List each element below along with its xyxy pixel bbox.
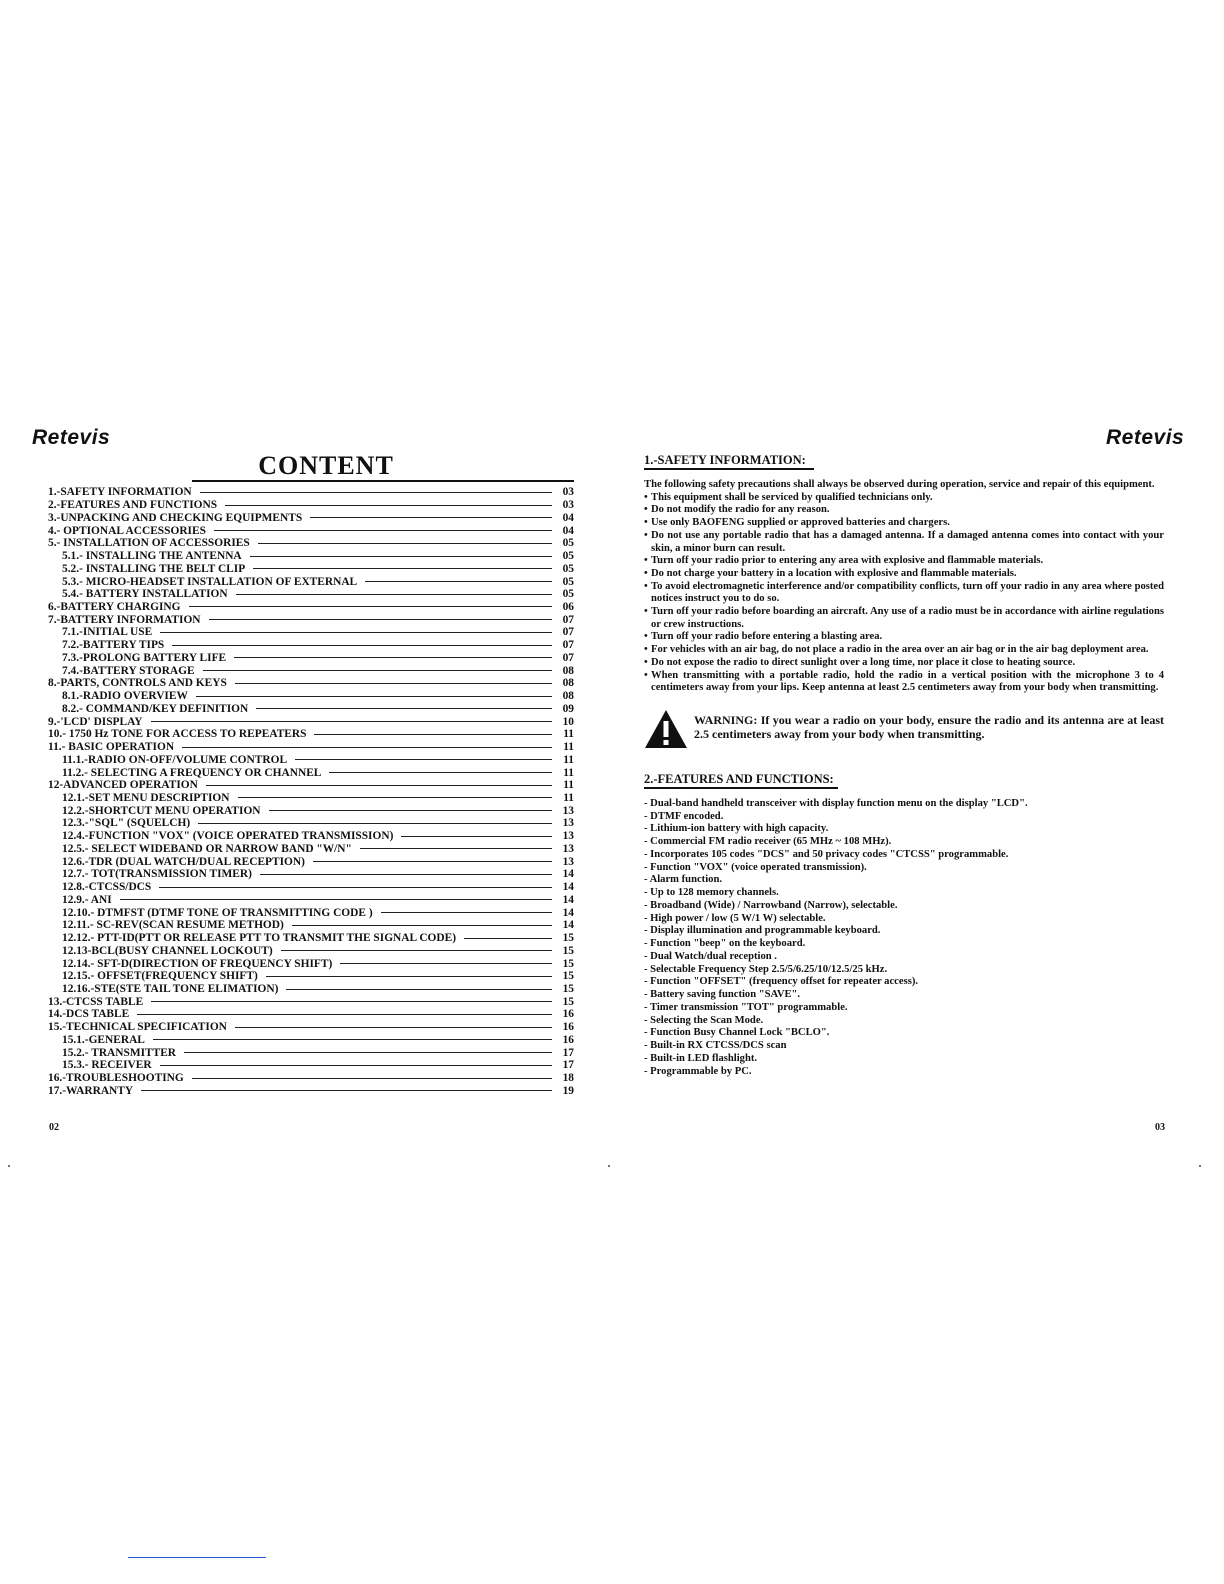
toc-entry bbox=[48, 868, 574, 881]
feature-item: - Incorporates 105 codes "DCS" and 50 privacy codes "CTCSS" programmable. bbox=[644, 848, 1009, 860]
left-page bbox=[48, 452, 574, 1097]
toc-leader-line bbox=[314, 734, 552, 735]
toc-entry-title: 7.2.-BATTERY TIPS bbox=[62, 639, 165, 652]
toc-entry bbox=[48, 817, 574, 830]
toc-entry bbox=[48, 1034, 574, 1047]
toc-leader-line bbox=[253, 568, 552, 569]
toc-entry-title: 7.-BATTERY INFORMATION bbox=[48, 613, 201, 626]
toc-entry bbox=[48, 562, 574, 575]
safety-bullet-text: This equipment shall be serviced by qualified technicians only. bbox=[651, 491, 933, 503]
toc-leader-line bbox=[160, 1065, 552, 1066]
toc-entry-title: 5.- INSTALLATION OF ACCESSORIES bbox=[48, 537, 250, 550]
toc-entry bbox=[48, 1008, 574, 1021]
toc-entry-page: 11 bbox=[563, 766, 574, 779]
toc-entry-page: 14 bbox=[562, 919, 574, 932]
toc-entry-title: 11.2.- SELECTING A FREQUENCY OR CHANNEL bbox=[62, 766, 322, 779]
toc-entry-page: 09 bbox=[562, 702, 574, 715]
feature-item: - Dual Watch/dual reception . bbox=[644, 950, 777, 962]
toc-leader-line bbox=[381, 912, 552, 913]
content-title: CONTENT bbox=[258, 451, 394, 480]
toc-entry-title: 5.4.- BATTERY INSTALLATION bbox=[62, 588, 228, 601]
toc-entry-title: 12.15.- OFFSET(FREQUENCY SHIFT) bbox=[62, 970, 258, 983]
bullet-dot-icon: • bbox=[644, 656, 648, 668]
safety-bullet-text: Do not use any portable radio that has a damaged antenna. If a damaged antenna comes into contact with your skin, a minor burn can result. bbox=[651, 529, 1164, 554]
toc-entry-title: 12.16.-STE(STE TAIL TONE ELIMATION) bbox=[62, 983, 279, 995]
safety-bullet bbox=[644, 581, 1164, 606]
toc-entry-page: 03 bbox=[562, 499, 574, 512]
toc-entry-title: 10.- 1750 Hz TONE FOR ACCESS TO REPEATERS bbox=[48, 728, 307, 741]
toc-entry-page: 04 bbox=[562, 511, 574, 524]
toc-leader-line bbox=[340, 963, 552, 964]
toc-entry bbox=[48, 932, 574, 945]
toc-entry-page: 16 bbox=[562, 1033, 574, 1046]
toc-entry-title: 12.13-BCL(BUSY CHANNEL LOCKOUT) bbox=[62, 944, 273, 957]
toc-entry-title: 5.3.- MICRO-HEADSET INSTALLATION OF EXTERNAL bbox=[62, 575, 358, 588]
toc-leader-line bbox=[137, 1014, 552, 1015]
bullet-dot-icon: • bbox=[644, 491, 648, 503]
toc-entry-title: 12.14.- SFT-D(DIRECTION OF FREQUENCY SHIFT) bbox=[62, 957, 333, 970]
feature-item: - Selecting the Scan Mode. bbox=[644, 1014, 764, 1026]
toc-entry-page: 14 bbox=[562, 868, 574, 881]
toc-entry-page: 14 bbox=[562, 881, 574, 894]
toc-entry bbox=[48, 601, 574, 614]
toc-leader-line bbox=[172, 645, 552, 646]
toc-leader-line bbox=[200, 492, 552, 493]
toc-entry-page: 13 bbox=[562, 855, 574, 868]
toc-entry bbox=[48, 894, 574, 907]
safety-bullet-text: Turn off your radio prior to entering any area with explosive and flammable materials. bbox=[651, 555, 1044, 567]
toc-leader-line bbox=[151, 721, 552, 722]
feature-item: - Function "OFFSET" (frequency offset for repeater access). bbox=[644, 976, 919, 988]
toc-entry bbox=[48, 919, 574, 932]
brand-logo-left: Retevis bbox=[32, 426, 111, 449]
toc-leader-line bbox=[295, 759, 552, 760]
toc-entry-page: 13 bbox=[562, 830, 574, 843]
toc-entry bbox=[48, 588, 574, 601]
brand-logo-right: Retevis bbox=[1106, 426, 1185, 449]
toc-entry bbox=[48, 690, 574, 703]
toc-entry bbox=[48, 715, 574, 728]
feature-item: - Timer transmission "TOT" programmable. bbox=[644, 1001, 848, 1013]
toc-leader-line bbox=[256, 708, 552, 709]
feature-item: - Dual-band handheld transceiver with display function menu on the display "LCD". bbox=[644, 797, 1028, 809]
toc-leader-line bbox=[203, 670, 552, 671]
toc-entry-page: 08 bbox=[562, 664, 574, 677]
toc-leader-line bbox=[235, 683, 552, 684]
toc-entry bbox=[48, 804, 574, 817]
page-number-right: 03 bbox=[1155, 1122, 1165, 1133]
toc-leader-line bbox=[225, 505, 552, 506]
toc-leader-line bbox=[214, 530, 552, 531]
crop-mark bbox=[608, 1165, 610, 1167]
toc-entry bbox=[48, 626, 574, 639]
toc-entry bbox=[48, 511, 574, 524]
toc-leader-line bbox=[281, 950, 552, 951]
toc-entry-page: 16 bbox=[562, 1008, 574, 1021]
safety-bullet-text: Do not charge your battery in a location with explosive and flammable materials. bbox=[651, 567, 1017, 579]
toc-entry-page: 07 bbox=[562, 613, 574, 626]
toc-entry bbox=[48, 957, 574, 970]
toc-entry-page: 13 bbox=[562, 817, 574, 830]
toc-entry-page: 04 bbox=[562, 524, 574, 537]
toc-entry-title: 12.7.- TOT(TRANSMISSION TIMER) bbox=[62, 868, 252, 881]
toc-entry bbox=[48, 830, 574, 843]
toc-leader-line bbox=[151, 1001, 552, 1002]
feature-item: - Function "VOX" (voice operated transmission). bbox=[644, 861, 867, 873]
toc-entry-page: 15 bbox=[562, 944, 574, 957]
toc-entry-title: 7.4.-BATTERY STORAGE bbox=[62, 664, 195, 677]
safety-intro: The following safety precautions shall always be observed during operation, service and repair of this equipment. bbox=[644, 479, 1155, 490]
feature-item: - Battery saving function "SAVE". bbox=[644, 989, 801, 1001]
toc-entry-title: 12.6.-TDR (DUAL WATCH/DUAL RECEPTION) bbox=[62, 855, 305, 868]
toc-entry bbox=[48, 881, 574, 894]
safety-bullet bbox=[644, 492, 1164, 505]
safety-bullet bbox=[644, 555, 1164, 568]
toc-entry-page: 06 bbox=[562, 600, 574, 613]
toc-entry-title: 8.2.- COMMAND/KEY DEFINITION bbox=[62, 702, 249, 715]
feature-item: - Function "beep" on the keyboard. bbox=[644, 938, 806, 950]
toc-entry-page: 07 bbox=[562, 639, 574, 652]
safety-bullet bbox=[644, 530, 1164, 555]
toc-entry bbox=[48, 702, 574, 715]
toc-entry bbox=[48, 652, 574, 665]
toc-entry bbox=[48, 1085, 574, 1098]
toc-entry-page: 15 bbox=[562, 932, 574, 945]
footer-line bbox=[128, 1557, 266, 1558]
toc-entry bbox=[48, 728, 574, 741]
toc-entry bbox=[48, 906, 574, 919]
toc-entry bbox=[48, 1046, 574, 1059]
toc-entry bbox=[48, 1072, 574, 1085]
bullet-dot-icon: • bbox=[644, 529, 648, 541]
bullet-dot-icon: • bbox=[644, 504, 648, 516]
toc-leader-line bbox=[258, 543, 552, 544]
toc-entry-page: 10 bbox=[562, 715, 574, 728]
toc-leader-line bbox=[313, 861, 552, 862]
toc-leader-line bbox=[160, 632, 552, 633]
crop-mark bbox=[1199, 1165, 1201, 1167]
toc-entry-page: 08 bbox=[562, 677, 574, 690]
toc-leader-line bbox=[292, 925, 552, 926]
toc-leader-line bbox=[120, 899, 552, 900]
toc-entry-title: 12.8.-CTCSS/DCS bbox=[62, 881, 152, 894]
toc-entry-page: 14 bbox=[562, 893, 574, 906]
safety-heading-underline bbox=[644, 468, 814, 470]
safety-bullet-text: Turn off your radio before boarding an aircraft. Any use of a radio must be in accordance with airline regulations or crew instructions. bbox=[651, 606, 1164, 630]
toc-leader-line bbox=[266, 976, 552, 977]
toc-entry-title: 12.11.- SC-REV(SCAN RESUME METHOD) bbox=[62, 919, 284, 932]
features-heading: 2.-FEATURES AND FUNCTIONS: bbox=[644, 771, 834, 786]
safety-bullet-text: To avoid electromagnetic interference and/or compatibility conflicts, turn off your radio in any area where posted notices instruct you to do so. bbox=[651, 580, 1164, 605]
toc-entry-title: 5.2.- INSTALLING THE BELT CLIP bbox=[62, 562, 246, 575]
safety-bullet-text: Use only BAOFENG supplied or approved batteries and chargers. bbox=[651, 517, 950, 529]
safety-bullet bbox=[644, 631, 1164, 644]
toc-leader-line bbox=[206, 785, 552, 786]
feature-item: - Selectable Frequency Step 2.5/5/6.25/10/12.5/25 kHz. bbox=[644, 963, 888, 975]
feature-item: - Function Busy Channel Lock "BCLO". bbox=[644, 1027, 830, 1039]
toc-leader-line bbox=[365, 581, 552, 582]
toc-leader-line bbox=[269, 810, 552, 811]
toc-entry-title: 1.-SAFETY INFORMATION bbox=[48, 486, 192, 499]
toc-entry bbox=[48, 537, 574, 550]
toc-leader-line bbox=[234, 657, 552, 658]
toc-entry bbox=[48, 524, 574, 537]
toc-entry-title: 12.1.-SET MENU DESCRIPTION bbox=[62, 791, 230, 804]
toc-entry-page: 17 bbox=[562, 1046, 574, 1059]
toc-entry-page: 11 bbox=[563, 779, 574, 792]
toc-entry-title: 5.1.- INSTALLING THE ANTENNA bbox=[62, 550, 242, 563]
toc-leader-line bbox=[196, 696, 552, 697]
bullet-dot-icon: • bbox=[644, 606, 648, 618]
toc-entry-page: 11 bbox=[563, 791, 574, 804]
feature-item: - Built-in RX CTCSS/DCS scan bbox=[644, 1040, 787, 1052]
toc-entry bbox=[48, 970, 574, 983]
toc-entry bbox=[48, 944, 574, 957]
crop-mark bbox=[8, 1165, 10, 1167]
toc-entry bbox=[48, 575, 574, 588]
toc-entry-page: 05 bbox=[562, 588, 574, 601]
toc-leader-line bbox=[250, 556, 552, 557]
safety-bullet-list bbox=[644, 492, 1164, 695]
toc-leader-line bbox=[189, 606, 553, 607]
toc-entry bbox=[48, 677, 574, 690]
toc-entry-title: 3.-UNPACKING AND CHECKING EQUIPMENTS bbox=[48, 511, 303, 524]
toc-entry-title: 6.-BATTERY CHARGING bbox=[48, 600, 181, 613]
safety-bullet bbox=[644, 670, 1164, 695]
warning-text: WARNING: If you wear a radio on your body, ensure the radio and its antenna are at least 2.5 centimeters away from your body when transmitting. bbox=[694, 712, 1164, 741]
toc-entry-page: 15 bbox=[562, 970, 574, 983]
toc-leader-line bbox=[238, 797, 552, 798]
toc-entry-page: 15 bbox=[562, 995, 574, 1008]
toc-entry-page: 05 bbox=[562, 562, 574, 575]
safety-bullet bbox=[644, 504, 1164, 517]
toc-entry-page: 13 bbox=[562, 804, 574, 817]
toc-leader-line bbox=[329, 772, 552, 773]
toc-entry bbox=[48, 855, 574, 868]
toc-entry-title: 11.1.-RADIO ON-OFF/VOLUME CONTROL bbox=[62, 753, 288, 766]
toc-entry-title: 9.-'LCD' DISPLAY bbox=[48, 715, 143, 728]
toc-entry-page: 16 bbox=[562, 1021, 574, 1034]
toc-leader-line bbox=[153, 1039, 552, 1040]
toc-entry-page: 05 bbox=[562, 537, 574, 550]
toc-entry-title: 7.1.-INITIAL USE bbox=[62, 626, 153, 639]
feature-item: - Display illumination and programmable keyboard. bbox=[644, 925, 881, 937]
bullet-dot-icon: • bbox=[644, 567, 648, 579]
toc-leader-line bbox=[182, 747, 552, 748]
toc-entry-title: 15.-TECHNICAL SPECIFICATION bbox=[48, 1021, 227, 1034]
safety-bullet bbox=[644, 657, 1164, 670]
toc-entry-page: 18 bbox=[562, 1072, 574, 1085]
toc-entry-page: 19 bbox=[562, 1084, 574, 1097]
feature-item: - DTMF encoded. bbox=[644, 810, 724, 822]
toc-entry bbox=[48, 486, 574, 499]
page-number-left: 02 bbox=[49, 1122, 59, 1133]
warning-box bbox=[644, 709, 1164, 749]
bullet-dot-icon: • bbox=[644, 555, 648, 567]
toc-entry-page: 05 bbox=[562, 575, 574, 588]
feature-item: - Built-in LED flashlight. bbox=[644, 1052, 758, 1064]
bullet-dot-icon: • bbox=[644, 669, 648, 681]
safety-heading: 1.-SAFETY INFORMATION: bbox=[644, 453, 806, 467]
toc-leader-line bbox=[192, 1078, 552, 1079]
toc-entry-title: 14.-DCS TABLE bbox=[48, 1008, 130, 1021]
toc-entry bbox=[48, 995, 574, 1008]
toc-leader-line bbox=[310, 517, 552, 518]
toc-entry-title: 12.5.- SELECT WIDEBAND OR NARROW BAND "W/N" bbox=[62, 842, 352, 855]
toc-entry-title: 12-ADVANCED OPERATION bbox=[48, 779, 198, 792]
safety-bullet-text: For vehicles with an air bag, do not place a radio in the area over an air bag or in the air bag deployment area. bbox=[651, 644, 1149, 656]
toc-entry-page: 17 bbox=[562, 1059, 574, 1072]
toc-entry bbox=[48, 639, 574, 652]
toc-entry-title: 12.10.- DTMFST (DTMF TONE OF TRANSMITTING CODE ) bbox=[62, 906, 373, 919]
toc-leader-line bbox=[184, 1052, 552, 1053]
toc-entry-title: 13.-CTCSS TABLE bbox=[48, 995, 144, 1008]
toc-entry bbox=[48, 550, 574, 563]
toc-entry-page: 15 bbox=[562, 957, 574, 970]
bullet-dot-icon: • bbox=[644, 517, 648, 529]
toc-entry bbox=[48, 766, 574, 779]
toc-entry bbox=[48, 843, 574, 856]
toc-leader-line bbox=[159, 887, 552, 888]
feature-item: - Alarm function. bbox=[644, 874, 722, 886]
toc-entry-title: 17.-WARRANTY bbox=[48, 1084, 134, 1097]
toc-entry bbox=[48, 983, 574, 996]
toc-entry-title: 12.4.-FUNCTION "VOX" (VOICE OPERATED TRANSMISSION) bbox=[62, 830, 394, 843]
toc-leader-line bbox=[260, 874, 552, 875]
toc-leader-line bbox=[286, 989, 552, 990]
safety-bullet-text: When transmitting with a portable radio, hold the radio in a vertical position with the microphone 3 to 4 centimeters away from your lips. Keep antenna at least 2.5 centimeters away from your body when transmitting. bbox=[651, 669, 1164, 694]
toc-entry bbox=[48, 753, 574, 766]
toc-leader-line bbox=[235, 1027, 552, 1028]
feature-item: - Commercial FM radio receiver (65 MHz ~ 108 MHz). bbox=[644, 836, 892, 848]
toc-leader-line bbox=[401, 836, 552, 837]
toc-entry bbox=[48, 499, 574, 512]
warning-triangle-icon bbox=[644, 709, 688, 749]
toc-entry-title: 2.-FEATURES AND FUNCTIONS bbox=[48, 499, 218, 512]
toc-entry-page: 07 bbox=[562, 626, 574, 639]
toc-entry-title: 12.12.- PTT-ID(PTT OR RELEASE PTT TO TRANSMIT THE SIGNAL CODE) bbox=[62, 932, 457, 945]
feature-item: - High power / low (5 W/1 W) selectable. bbox=[644, 912, 826, 924]
toc-entry-page: 07 bbox=[562, 651, 574, 664]
feature-item: - Lithium-ion battery with high capacity. bbox=[644, 823, 829, 835]
right-page bbox=[644, 452, 1164, 1078]
safety-bullet-text: Do not modify the radio for any reason. bbox=[651, 504, 830, 516]
toc-entry-title: 15.2.- TRANSMITTER bbox=[62, 1046, 177, 1059]
toc-entry-title: 8.-PARTS, CONTROLS AND KEYS bbox=[48, 677, 227, 690]
toc-entry bbox=[48, 792, 574, 805]
table-of-contents bbox=[48, 486, 574, 1097]
toc-leader-line bbox=[198, 823, 552, 824]
toc-entry-title: 8.1.-RADIO OVERVIEW bbox=[62, 690, 188, 703]
feature-item: - Broadband (Wide) / Narrowband (Narrow), selectable. bbox=[644, 899, 898, 911]
toc-entry bbox=[48, 613, 574, 626]
toc-entry-title: 15.1.-GENERAL bbox=[62, 1033, 145, 1046]
toc-leader-line bbox=[464, 938, 552, 939]
toc-entry-title: 12.9.- ANI bbox=[62, 893, 112, 906]
toc-entry bbox=[48, 664, 574, 677]
feature-item: - Up to 128 memory channels. bbox=[644, 887, 779, 899]
toc-entry-page: 11 bbox=[563, 753, 574, 766]
toc-entry-page: 14 bbox=[562, 906, 574, 919]
toc-entry-title: 12.3.-"SQL" (SQUELCH) bbox=[62, 817, 191, 830]
features-heading-underline bbox=[644, 787, 838, 789]
toc-entry-page: 15 bbox=[562, 983, 574, 995]
toc-entry-page: 11 bbox=[563, 728, 574, 741]
safety-bullet bbox=[644, 517, 1164, 530]
toc-entry bbox=[48, 1059, 574, 1072]
toc-entry-page: 13 bbox=[562, 842, 574, 855]
toc-entry bbox=[48, 1021, 574, 1034]
feature-item: - Programmable by PC. bbox=[644, 1065, 752, 1077]
toc-entry-page: 03 bbox=[562, 486, 574, 499]
safety-bullet bbox=[644, 568, 1164, 581]
safety-bullet-text: Turn off your radio before entering a blasting area. bbox=[651, 631, 883, 643]
toc-entry-title: 16.-TROUBLESHOOTING bbox=[48, 1072, 184, 1085]
bullet-dot-icon: • bbox=[644, 631, 648, 643]
safety-bullet bbox=[644, 644, 1164, 657]
toc-entry-page: 05 bbox=[562, 550, 574, 563]
toc-entry bbox=[48, 779, 574, 792]
toc-entry-page: 08 bbox=[562, 690, 574, 703]
toc-entry-title: 4.- OPTIONAL ACCESSORIES bbox=[48, 524, 206, 537]
features-list bbox=[644, 798, 1164, 1079]
toc-leader-line bbox=[236, 594, 552, 595]
toc-entry bbox=[48, 741, 574, 754]
toc-leader-line bbox=[141, 1090, 552, 1091]
toc-entry-title: 7.3.-PROLONG BATTERY LIFE bbox=[62, 651, 227, 664]
toc-entry-title: 15.3.- RECEIVER bbox=[62, 1059, 152, 1072]
toc-entry-title: 12.2.-SHORTCUT MENU OPERATION bbox=[62, 804, 261, 817]
title-underline bbox=[192, 480, 574, 482]
safety-bullet-text: Do not expose the radio to direct sunlight over a long time, nor place it close to heating source. bbox=[651, 656, 1076, 668]
toc-leader-line bbox=[209, 619, 552, 620]
bullet-dot-icon: • bbox=[644, 644, 648, 656]
bullet-dot-icon: • bbox=[644, 580, 648, 592]
toc-entry-page: 11 bbox=[563, 741, 574, 754]
toc-entry-title: 11.- BASIC OPERATION bbox=[48, 741, 175, 754]
safety-bullet bbox=[644, 606, 1164, 631]
toc-leader-line bbox=[360, 848, 552, 849]
